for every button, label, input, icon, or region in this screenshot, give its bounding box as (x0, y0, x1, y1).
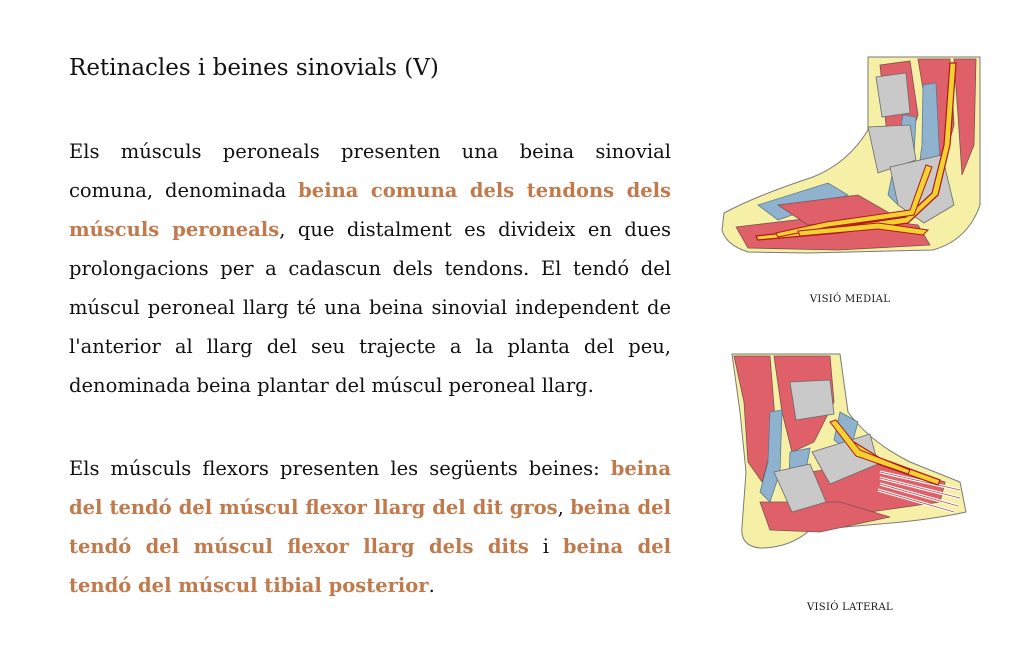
paragraph-text: , (557, 496, 571, 519)
highlight-term: beina comuna dels tendons dels músculs peroneals (69, 179, 671, 241)
paragraph-text: Els músculs peroneals presenten una beina sinovial comuna, denominada (69, 140, 671, 202)
medial-view-illustration (718, 55, 982, 255)
paragraph-text: , que distalment es divideix en dues prolongacions per a cadascun dels tendons. El tendó del múscul peroneal llarg té una beina sinovial independent de l'anterior al llarg del seu trajecte a la planta del peu, denominada beina plantar del múscul peroneal llarg. (69, 218, 671, 397)
highlight-term: beina del tendó del múscul tibial posterior (69, 535, 672, 597)
paragraph-text: . (428, 574, 435, 597)
highlight-term: beina del tendó del múscul flexor llarg del dit gros (69, 457, 671, 519)
lateral-caption: VISIÓ LATERAL (807, 602, 893, 613)
page-title: Retinacles i beines sinovials (V) (69, 55, 439, 81)
highlight-term: beina del tendó del múscul flexor llarg dels dits (69, 496, 671, 558)
paragraph-peroneals (69, 132, 671, 405)
paragraph-text: Els músculs flexors presenten les següents beines: (69, 457, 611, 480)
medial-caption: VISIÓ MEDIAL (809, 294, 891, 305)
lateral-view-illustration (730, 352, 970, 552)
paragraph-text: i (528, 535, 563, 558)
paragraph-flexors (69, 449, 671, 605)
